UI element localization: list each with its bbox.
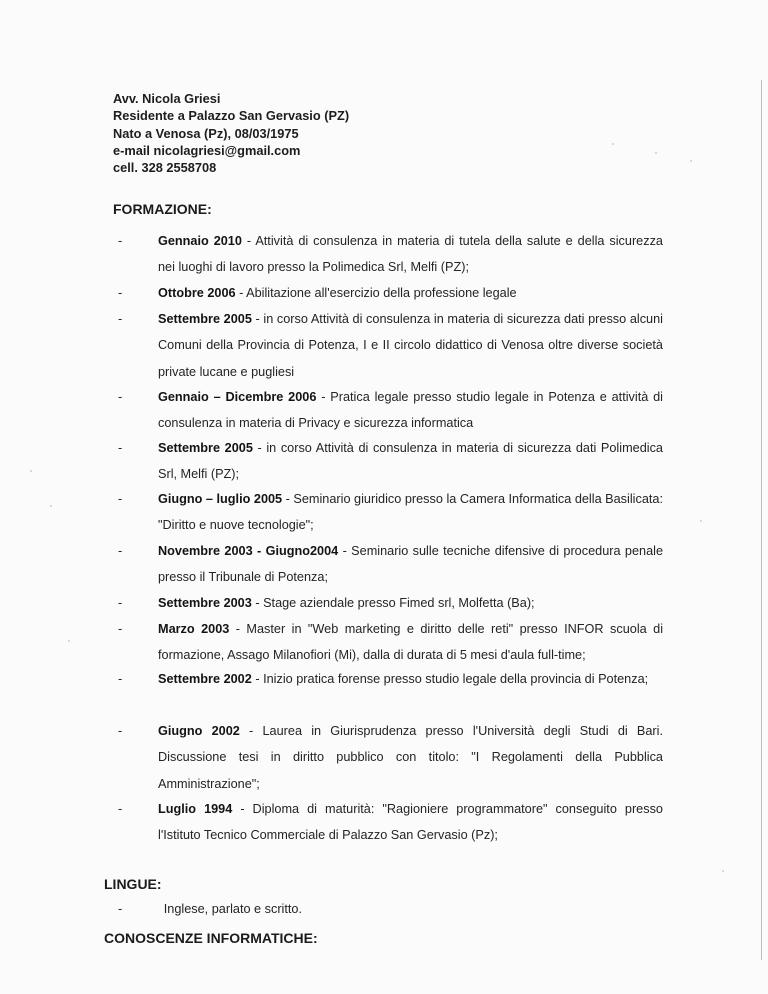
education-item [118,306,663,385]
education-item [118,486,663,539]
contact-header [113,90,349,176]
education-item [118,280,663,306]
list-dash: - [118,622,123,636]
item-text: - in corso Attività di consulenza in materia di sicurezza dati Polimedica Srl, Melfi (PZ); [158,441,663,482]
item-date: Settembre 2002 [158,672,252,686]
list-dash: - [118,441,123,455]
list-dash: - [118,544,123,558]
list-dash: - [118,672,123,686]
scan-speck [722,870,724,872]
scan-speck [700,520,702,522]
language-text: Inglese, parlato e scritto. [163,902,302,916]
item-date: Settembre 2005 [158,441,253,455]
item-date: Gennaio – Dicembre 2006 [158,390,317,404]
item-text: - in corso Attività di consulenza in materia di sicurezza dati presso alcuni Comuni della Provincia di Potenza, I e II circolo didattico di Venosa oltre diverse società private lucane e pugliesi [158,312,663,379]
education-item [118,718,663,797]
item-date: Giugno 2002 [158,724,240,738]
education-item [118,616,663,669]
item-text: - Stage aziendale presso Fimed srl, Molfetta (Ba); [251,596,535,610]
list-dash: - [118,902,123,916]
language-item [118,902,302,916]
item-date: Settembre 2005 [158,312,252,326]
item-text: - Laurea in Giurisprudenza presso l'Università degli Studi di Bari. Discussione tesi in diritto pubblico con titolo: "I Regolamenti della Pubblica Amministrazione"; [158,724,663,791]
person-name: Avv. Nicola Griesi [113,91,221,106]
scan-speck [50,505,52,507]
item-text: - Master in "Web marketing e diritto delle reti" presso INFOR scuola di formazione, Assago Milanofiori (Mi), dalla di durata di 5 mesi d'aula full-time; [158,622,664,663]
list-dash: - [118,286,123,300]
education-item [118,538,663,591]
phone-line: cell. 328 2558708 [113,160,217,176]
item-text: - Attività di consulenza in materia di tutela della salute e della sicurezza nei luoghi di lavoro presso la Polimedica Srl, Melfi (PZ); [158,234,663,275]
residence-line: Residente a Palazzo San Gervasio (PZ) [113,108,350,124]
lingue-heading: LINGUE: [104,876,162,892]
item-date: Luglio 1994 [158,802,233,816]
scan-speck [690,160,692,162]
item-date: Giugno – luglio 2005 [158,492,283,506]
list-dash: - [118,234,123,248]
list-dash: - [118,724,123,738]
item-date: Novembre 2003 - Giugno2004 [158,544,339,558]
item-text: - Seminario sulle tecniche difensive di procedura penale presso il Tribunale di Potenza; [158,544,663,585]
education-item [118,435,663,488]
conoscenze-heading: CONOSCENZE INFORMATICHE: [104,930,318,946]
education-item [118,666,663,692]
item-text: - Pratica legale presso studio legale in Potenza e attività di consulenza in materia di Privacy e sicurezza informatica [158,390,663,431]
list-dash: - [118,390,123,404]
education-item [118,384,663,437]
education-item [118,228,663,281]
item-date: Ottobre 2006 [158,286,236,300]
scan-edge-line [761,80,762,960]
item-date: Marzo 2003 [158,622,230,636]
list-dash: - [118,596,123,610]
item-text: - Seminario giuridico presso la Camera Informatica della Basilicata: "Diritto e nuove tecnologie"; [158,492,663,533]
scan-speck [30,470,32,472]
email-line: e-mail nicolagriesi@gmail.com [113,142,301,158]
list-dash: - [118,492,123,506]
list-dash: - [118,802,123,816]
birth-line: Nato a Venosa (Pz), 08/03/1975 [113,125,299,141]
scan-speck [612,143,614,145]
item-date: Gennaio 2010 [158,234,242,248]
education-item [118,796,663,849]
scan-speck [68,640,70,642]
item-text: - Inizio pratica forense presso studio legale della provincia di Potenza; [251,672,649,686]
education-item [118,590,663,616]
item-text: - Diploma di maturità: "Ragioniere programmatore" conseguito presso l'Istituto Tecnico Commerciale di Palazzo San Gervasio (Pz); [158,802,663,843]
list-dash: - [118,312,123,326]
item-text: - Abilitazione all'esercizio della professione legale [235,286,517,300]
formazione-heading: FORMAZIONE: [113,201,212,217]
scan-speck [655,152,657,154]
item-date: Settembre 2003 [158,596,252,610]
